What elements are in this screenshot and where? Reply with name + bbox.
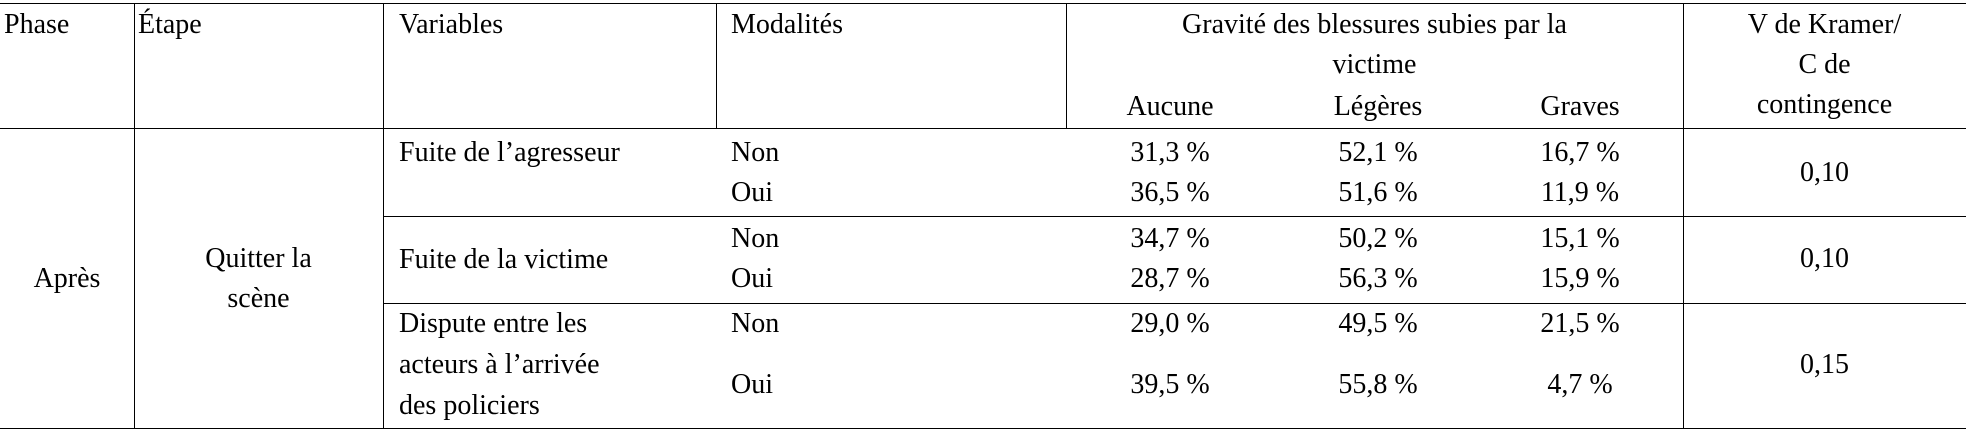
aucune-value: 31,3 % [1130,137,1210,168]
graves-value: 15,1 % [1540,223,1620,254]
variable-cell: Fuite de la victime [399,244,609,275]
legeres-value: 49,5 % [1338,308,1418,339]
header-legeres: Légères [1333,91,1423,122]
col-divider-1 [134,3,135,429]
header-gravite-line2: victime [1332,49,1417,80]
v-kramer-value: 0,10 [1800,157,1849,188]
header-graves: Graves [1540,91,1620,122]
header-variables: Variables [399,9,504,40]
header-vkramer-line3: contingence [1756,89,1893,120]
modalite-cell: Oui [731,369,773,400]
aucune-value: 39,5 % [1130,369,1210,400]
legeres-value: 51,6 % [1338,177,1418,208]
legeres-value: 50,2 % [1338,223,1418,254]
header-phase: Phase [4,9,70,40]
legeres-value: 55,8 % [1338,369,1418,400]
v-kramer-value: 0,10 [1800,243,1849,274]
graves-value: 21,5 % [1540,308,1620,339]
graves-value: 4,7 % [1547,369,1613,400]
modalite-cell: Non [731,137,780,168]
etape-cell-line2: scène [227,283,290,314]
col-divider-2 [383,3,384,429]
aucune-value: 34,7 % [1130,223,1210,254]
variable-cell: acteurs à l’arrivée [399,349,600,380]
variable-cell: des policiers [399,390,540,421]
modalite-cell: Non [731,308,780,339]
header-gravite-line1: Gravité des blessures subies par la [1182,9,1567,40]
graves-value: 11,9 % [1540,177,1620,208]
col-divider-3 [716,3,717,129]
modalite-cell: Oui [731,177,773,208]
header-vkramer-line2: C de [1798,49,1851,80]
v-kramer-value: 0,15 [1800,349,1849,380]
graves-value: 15,9 % [1540,263,1620,294]
phase-cell: Après [33,263,101,294]
legeres-value: 56,3 % [1338,263,1418,294]
etape-cell-line1: Quitter la [205,243,312,274]
header-modalites: Modalités [731,9,843,40]
table-bottom-border [0,428,1966,429]
modalite-cell: Oui [731,263,773,294]
aucune-value: 29,0 % [1130,308,1210,339]
header-aucune: Aucune [1126,91,1214,122]
legeres-value: 52,1 % [1338,137,1418,168]
variable-cell: Fuite de l’agresseur [399,137,620,168]
header-bottom-border [0,128,1966,129]
modalite-cell: Non [731,223,780,254]
graves-value: 16,7 % [1540,137,1620,168]
table-top-border [0,3,1966,4]
group1-divider [383,216,1966,217]
header-etape: Étape [138,9,202,40]
variable-cell: Dispute entre les [399,308,588,339]
aucune-value: 36,5 % [1130,177,1210,208]
aucune-value: 28,7 % [1130,263,1210,294]
header-vkramer-line1: V de Kramer/ [1747,9,1902,40]
group2-divider [383,303,1966,304]
